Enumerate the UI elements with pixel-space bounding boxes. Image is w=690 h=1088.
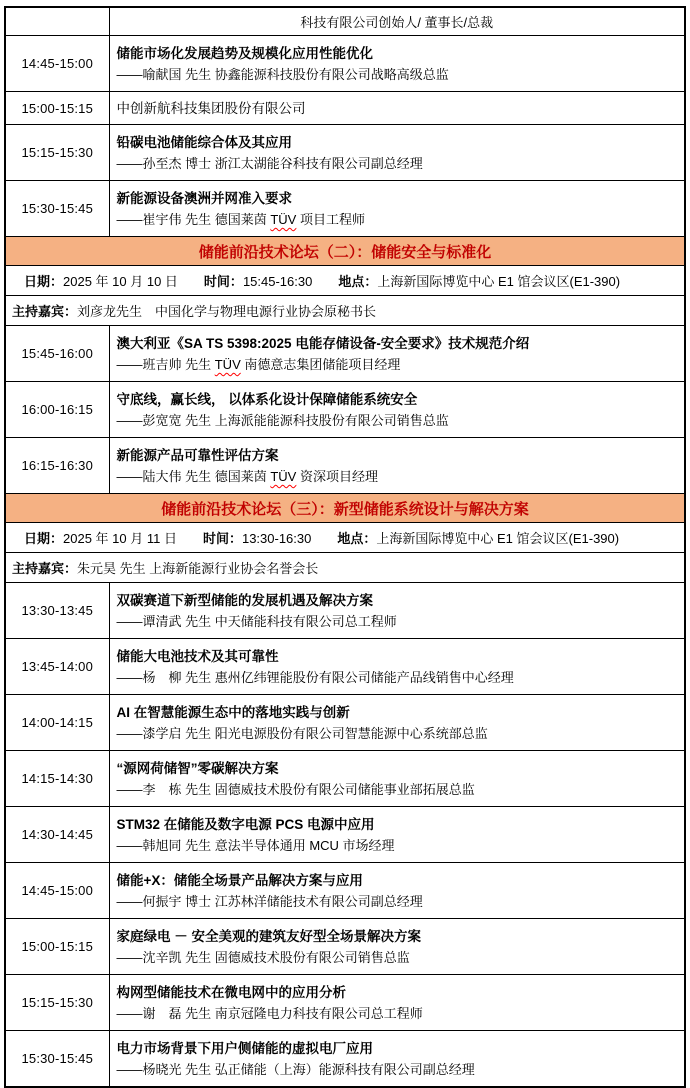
session-time: 16:15-16:30 — [5, 438, 109, 494]
session-title: 澳大利亚《SA TS 5398:2025 电能存储设备-安全要求》技术规范介绍 — [116, 336, 530, 351]
session-content — [109, 639, 685, 695]
forum-info-row — [5, 266, 685, 296]
continuation-text: 科技有限公司创始人/ 董事长/总裁 — [109, 7, 685, 36]
date-value: 2025 年 10 月 11 日 — [63, 531, 177, 546]
session-speaker: ——谭清武 先生 中天储能科技有限公司总工程师 — [116, 614, 397, 629]
host-label: 主持嘉宾： — [12, 561, 78, 576]
tuv-spellchecked-text: TÜV — [270, 469, 297, 484]
agenda-table-body — [5, 7, 685, 1087]
session-time: 14:30-14:45 — [5, 807, 109, 863]
session-time: 14:45-15:00 — [5, 36, 109, 92]
date-label: 日期： — [24, 274, 64, 289]
session-row — [5, 583, 685, 639]
session-row — [5, 1031, 685, 1088]
session-time: 14:15-14:30 — [5, 751, 109, 807]
session-time: 16:00-16:15 — [5, 382, 109, 438]
session-row — [5, 639, 685, 695]
session-title: 构网型储能技术在微电网中的应用分析 — [116, 985, 346, 1000]
session-company: 中创新航科技集团股份有限公司 — [116, 101, 306, 116]
forum-header-row — [5, 494, 685, 523]
time-value: 15:45-16:30 — [242, 274, 313, 289]
session-content — [109, 181, 685, 237]
session-speaker: ——杨晓光 先生 弘正储能（上海）能源科技有限公司副总经理 — [116, 1062, 475, 1077]
session-title: AI 在智慧能源生态中的落地实践与创新 — [116, 705, 350, 720]
session-content — [109, 125, 685, 181]
session-row — [5, 36, 685, 92]
session-content — [109, 863, 685, 919]
session-title: 铅碳电池储能综合体及其应用 — [116, 135, 292, 150]
venue-label: 地点： — [338, 274, 378, 289]
session-time: 15:00-15:15 — [5, 92, 109, 125]
session-time: 13:30-13:45 — [5, 583, 109, 639]
session-speaker: ——崔宇伟 先生 德国莱茵 TÜV 项目工程师 — [116, 212, 365, 227]
session-speaker: ——陆大伟 先生 德国莱茵 TÜV 资深项目经理 — [116, 469, 378, 484]
host-row — [5, 296, 685, 326]
forum-header-title: 储能前沿技术论坛（二）：储能安全与标准化 — [5, 237, 685, 266]
session-row — [5, 92, 685, 125]
host-name: 朱元昊 先生 上海新能源行业协会名誉会长 — [77, 561, 319, 576]
session-row — [5, 326, 685, 382]
session-row — [5, 695, 685, 751]
session-title: 电力市场背景下用户侧储能的虚拟电厂应用 — [116, 1041, 373, 1056]
session-speaker: ——韩旭同 先生 意法半导体通用 MCU 市场经理 — [116, 838, 395, 853]
session-time: 13:45-14:00 — [5, 639, 109, 695]
host-name: 刘彦龙先生 中国化学与物理电源行业协会原秘书长 — [77, 304, 377, 319]
session-title: 储能+X：储能全场景产品解决方案与应用 — [116, 873, 363, 888]
session-content — [109, 919, 685, 975]
session-row — [5, 181, 685, 237]
session-speaker: ——孙至杰 博士 浙江太湖能谷科技有限公司副总经理 — [116, 156, 423, 171]
time-label: 时间： — [203, 274, 243, 289]
session-row — [5, 751, 685, 807]
session-time: 15:15-15:30 — [5, 975, 109, 1031]
session-title: 储能大电池技术及其可靠性 — [116, 649, 279, 664]
session-row — [5, 382, 685, 438]
venue-label: 地点： — [337, 531, 377, 546]
session-speaker: ——沈辛凯 先生 固德威技术股份有限公司销售总监 — [116, 950, 410, 965]
host-info — [5, 296, 685, 326]
venue-value: 上海新国际博览中心 E1 馆会议区(E1-390) — [377, 274, 621, 289]
session-speaker: ——班吉帅 先生 TÜV 南德意志集团储能项目经理 — [116, 357, 401, 372]
session-speaker: ——李 栋 先生 固德威技术股份有限公司储能事业部拓展总监 — [116, 782, 475, 797]
session-title: 储能市场化发展趋势及规模化应用性能优化 — [116, 46, 373, 61]
session-content — [109, 438, 685, 494]
session-title: 双碳赛道下新型储能的发展机遇及解决方案 — [116, 593, 373, 608]
session-time: 15:15-15:30 — [5, 125, 109, 181]
session-time: 15:30-15:45 — [5, 181, 109, 237]
session-time: 15:45-16:00 — [5, 326, 109, 382]
forum-header-row — [5, 237, 685, 266]
session-time: 14:45-15:00 — [5, 863, 109, 919]
session-title: STM32 在储能及数字电源 PCS 电源中应用 — [116, 817, 375, 832]
tuv-spellchecked-text: TÜV — [214, 357, 241, 372]
forum-info — [5, 266, 685, 296]
session-content — [109, 326, 685, 382]
session-row — [5, 807, 685, 863]
time-value: 13:30-16:30 — [241, 531, 312, 546]
session-content — [109, 695, 685, 751]
session-row — [5, 975, 685, 1031]
session-speaker: ——漆学启 先生 阳光电源股份有限公司智慧能源中心系统部总监 — [116, 726, 488, 741]
session-speaker: ——彭宽宽 先生 上海派能能源科技股份有限公司销售总监 — [116, 413, 449, 428]
session-content — [109, 92, 685, 125]
session-title: 守底线，赢长线， 以体系化设计保障储能系统安全 — [116, 392, 418, 407]
time-cell-empty — [5, 7, 109, 36]
continuation-row — [5, 7, 685, 36]
session-time: 15:30-15:45 — [5, 1031, 109, 1088]
host-info — [5, 553, 685, 583]
forum-info — [5, 523, 685, 553]
date-value: 2025 年 10 月 10 日 — [63, 274, 178, 289]
session-speaker: ——喻献国 先生 协鑫能源科技股份有限公司战略高级总监 — [116, 67, 449, 82]
session-content — [109, 751, 685, 807]
session-content — [109, 807, 685, 863]
session-row — [5, 919, 685, 975]
tuv-spellchecked-text: TÜV — [270, 212, 297, 227]
session-title: 新能源设备澳洲并网准入要求 — [116, 191, 292, 206]
session-row — [5, 125, 685, 181]
forum-info-row — [5, 523, 685, 553]
date-label: 日期： — [24, 531, 64, 546]
session-title: 家庭绿电 － 安全美观的建筑友好型全场景解决方案 — [116, 929, 422, 944]
host-row — [5, 553, 685, 583]
session-title: “源网荷储智”零碳解决方案 — [116, 761, 279, 776]
session-content — [109, 382, 685, 438]
host-label: 主持嘉宾： — [12, 304, 78, 319]
time-label: 时间： — [202, 531, 242, 546]
session-content — [109, 583, 685, 639]
conference-agenda-table — [4, 6, 686, 1088]
session-speaker: ——谢 磊 先生 南京冠隆电力科技有限公司总工程师 — [116, 1006, 423, 1021]
venue-value: 上海新国际博览中心 E1 馆会议区(E1-390) — [376, 531, 620, 546]
session-row — [5, 863, 685, 919]
session-content — [109, 1031, 685, 1088]
session-content — [109, 975, 685, 1031]
session-speaker: ——杨 柳 先生 惠州亿纬锂能股份有限公司储能产品线销售中心经理 — [116, 670, 514, 685]
session-time: 15:00-15:15 — [5, 919, 109, 975]
session-speaker: ——何振宇 博士 江苏林洋储能技术有限公司副总经理 — [116, 894, 423, 909]
session-row — [5, 438, 685, 494]
session-content — [109, 36, 685, 92]
session-title: 新能源产品可靠性评估方案 — [116, 448, 279, 463]
forum-header-title: 储能前沿技术论坛（三）：新型储能系统设计与解决方案 — [5, 494, 685, 523]
session-time: 14:00-14:15 — [5, 695, 109, 751]
